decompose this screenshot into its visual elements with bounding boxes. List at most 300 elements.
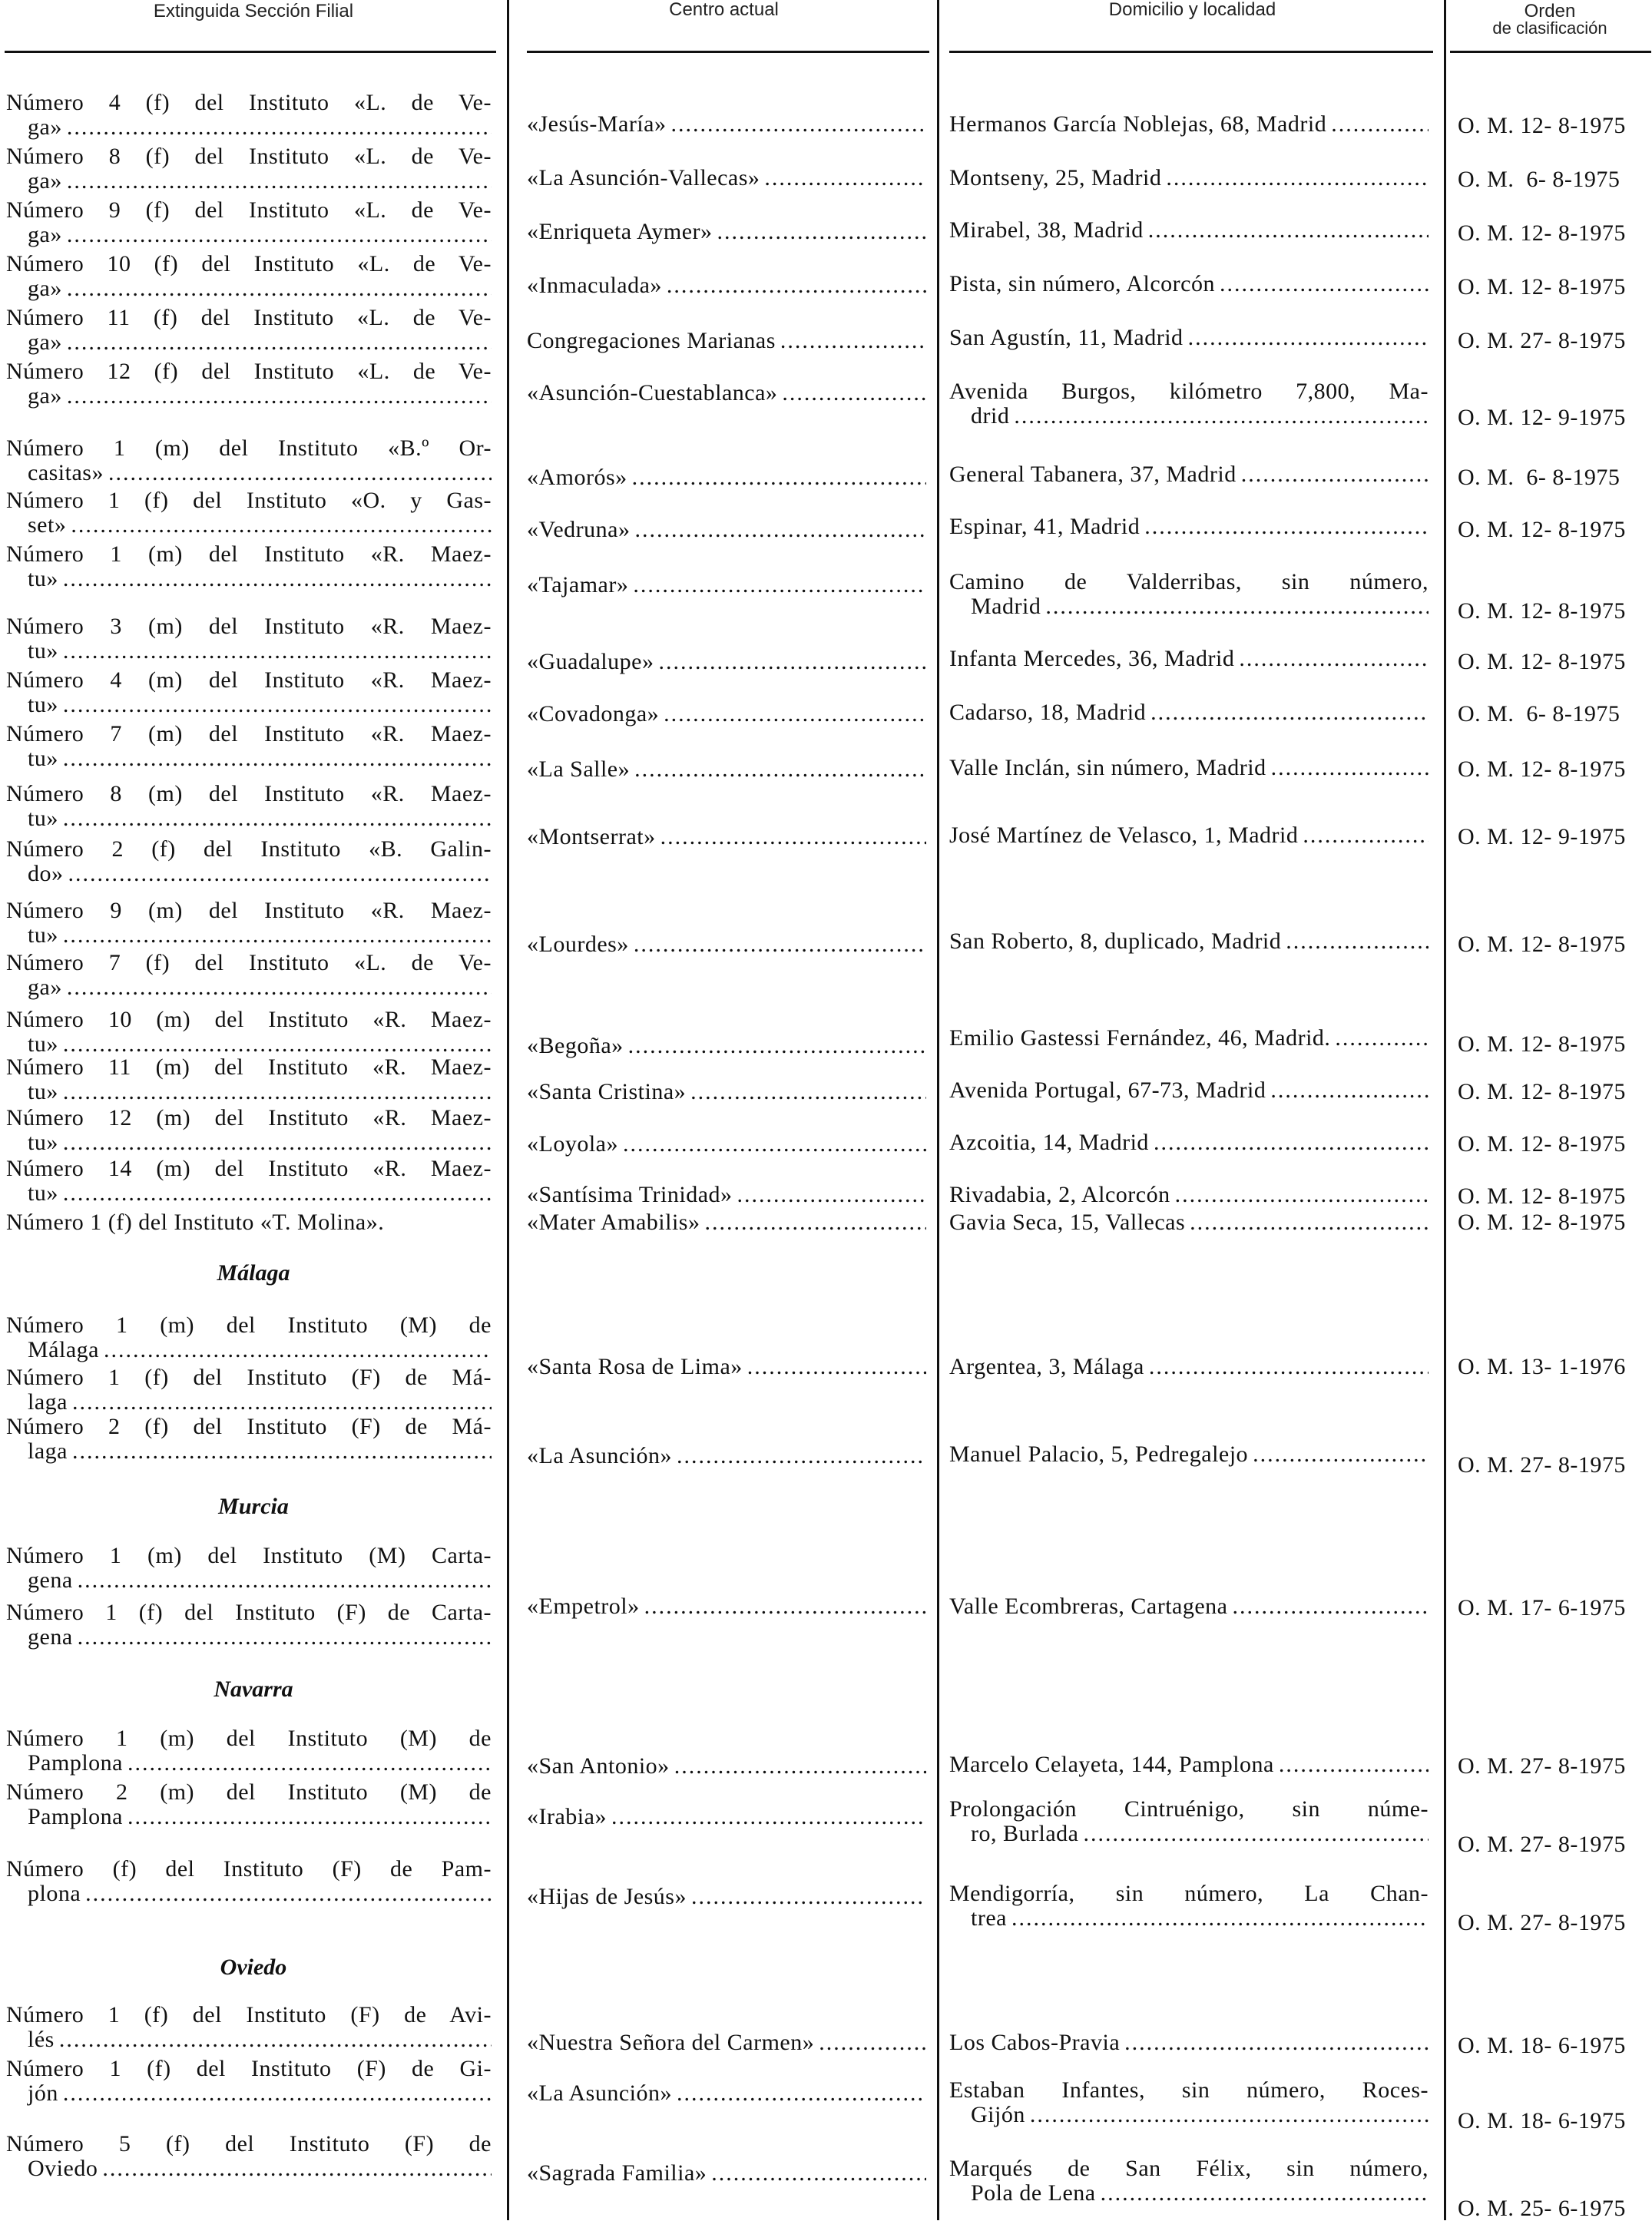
text-line <box>6 923 492 948</box>
text-line <box>949 404 1429 429</box>
text-line <box>949 2031 1429 2055</box>
domicilio-cell <box>949 570 1429 619</box>
text-line <box>949 1822 1429 1846</box>
orden-clasificacion-cell <box>1458 1132 1650 1157</box>
leader-dots <box>63 806 492 831</box>
line-text: ga» <box>28 975 62 1000</box>
text-line <box>6 1130 492 1155</box>
line-text: Hermanos García Noblejas, 68, Madrid <box>949 112 1327 137</box>
seccion-filial-cell <box>6 1600 492 1650</box>
text-line <box>6 91 492 115</box>
line-text: Número 8 (f) del Instituto «L. de Ve- <box>6 144 492 169</box>
line-text: Mirabel, 38, Madrid <box>949 218 1144 243</box>
seccion-filial-cell <box>6 1313 492 1362</box>
province-heading-oviedo: Oviedo <box>220 1955 287 1980</box>
leader-dots <box>737 1183 926 1207</box>
text-line <box>6 198 492 223</box>
text-line <box>6 461 492 485</box>
leader-dots <box>1150 700 1429 725</box>
text-line <box>949 272 1429 296</box>
leader-dots <box>634 518 926 542</box>
text-line <box>949 570 1429 594</box>
orden-clasificacion-cell <box>1458 1080 1650 1104</box>
line-text: Manuel Palacio, 5, Pedregalejo <box>949 1442 1249 1467</box>
line-text: «La Asunción» <box>527 2081 672 2106</box>
orden-clasificacion-cell <box>1458 1184 1650 1209</box>
text-line <box>6 2081 492 2106</box>
seccion-filial-cell <box>6 2057 492 2106</box>
text-line <box>6 1415 492 1439</box>
leader-dots <box>633 573 926 597</box>
line-text: Montseny, 25, Madrid <box>949 166 1162 190</box>
orden-clasificacion-cell <box>1458 167 1650 192</box>
line-text: Número 1 (m) del Instituto (M) Carta- <box>6 1544 492 1568</box>
line-text: tu» <box>28 746 58 771</box>
column-divider-2 <box>937 0 939 2220</box>
line-text: José Martínez de Velasco, 1, Madrid <box>949 823 1299 848</box>
line-text: Avenida Portugal, 67-73, Madrid <box>949 1078 1266 1103</box>
line-text: trea <box>971 1906 1007 1931</box>
domicilio-cell <box>949 1183 1429 1207</box>
leader-dots <box>634 932 926 957</box>
text-line <box>527 1754 926 1779</box>
orden-text: O. M. 12- 8-1975 <box>1458 274 1626 300</box>
seccion-filial-cell <box>6 91 492 140</box>
domicilio-cell <box>949 647 1429 671</box>
leader-dots <box>819 2031 926 2055</box>
text-line <box>527 2081 926 2106</box>
leader-dots <box>78 1568 492 1593</box>
orden-clasificacion-cell <box>1458 757 1650 782</box>
orden-clasificacion-cell <box>1458 2034 1650 2058</box>
orden-text: O. M. 18- 6-1975 <box>1458 2108 1626 2133</box>
seccion-filial-cell <box>6 782 492 831</box>
line-text: Avenida Burgos, kilómetro 7,800, Ma- <box>949 379 1429 404</box>
line-text: «Jesús-María» <box>527 112 667 137</box>
centro-actual-cell <box>527 273 926 298</box>
domicilio-cell <box>949 1210 1429 1235</box>
text-line <box>6 1600 492 1625</box>
orden-clasificacion-cell <box>1458 114 1650 138</box>
header-domicilio: Domicilio y localidad <box>1108 0 1276 20</box>
leader-dots <box>1241 462 1429 487</box>
centro-actual-cell <box>527 1080 926 1104</box>
leader-dots <box>1045 594 1429 619</box>
orden-text: O. M. 12- 9-1975 <box>1458 824 1626 849</box>
text-line <box>949 166 1429 190</box>
orden-clasificacion-cell <box>1458 1754 1650 1779</box>
leader-dots <box>780 329 926 353</box>
line-text: tu» <box>28 639 58 664</box>
leader-dots <box>127 1751 492 1776</box>
leader-dots <box>634 757 926 782</box>
leader-dots <box>674 1754 926 1779</box>
seccion-filial-cell <box>6 252 492 301</box>
text-line <box>527 1080 926 1104</box>
line-text: ga» <box>28 276 62 301</box>
orden-clasificacion-cell <box>1458 702 1650 727</box>
text-line <box>6 1338 492 1362</box>
line-text: Número 9 (f) del Instituto «L. de Ve- <box>6 198 492 223</box>
line-text: «Mater Amabilis» <box>527 1210 700 1235</box>
leader-dots <box>677 1444 926 1468</box>
text-line <box>949 515 1429 539</box>
text-line <box>6 513 492 538</box>
text-line <box>949 326 1429 350</box>
orden-text: O. M. 27- 8-1975 <box>1458 1452 1626 1478</box>
centro-actual-cell <box>527 932 926 957</box>
line-text: «Montserrat» <box>527 825 656 849</box>
text-line <box>6 782 492 806</box>
text-line <box>6 1390 492 1415</box>
line-text: tu» <box>28 567 58 591</box>
line-text: Pamplona <box>28 1805 123 1829</box>
text-line <box>6 2057 492 2081</box>
text-line <box>527 381 926 405</box>
text-line <box>527 1034 926 1058</box>
domicilio-cell <box>949 2078 1429 2127</box>
leader-dots <box>63 693 492 717</box>
text-line <box>6 899 492 923</box>
line-text: ro, Burlada <box>971 1822 1079 1846</box>
text-line <box>949 2078 1429 2103</box>
orden-text: O. M. 18- 6-1975 <box>1458 2033 1626 2058</box>
line-text: Estaban Infantes, sin número, Roces- <box>949 2078 1429 2103</box>
line-text: «Sagrada Familia» <box>527 2161 707 2186</box>
line-text: «Loyola» <box>527 1132 618 1157</box>
line-text: Número 1 (f) del Instituto «T. Molina». <box>6 1210 385 1235</box>
line-text: Número 11 (f) del Instituto «L. de Ve- <box>6 306 492 330</box>
leader-dots <box>1303 823 1429 848</box>
orden-clasificacion-cell <box>1458 221 1650 246</box>
seccion-filial-cell <box>6 306 492 355</box>
line-text: Espinar, 41, Madrid <box>949 515 1141 539</box>
leader-dots <box>664 702 926 727</box>
line-text: «Vedruna» <box>527 518 631 542</box>
line-text: Emilio Gastessi Fernández, 46, Madrid. <box>949 1026 1331 1051</box>
centro-actual-cell <box>527 825 926 849</box>
seccion-filial-cell <box>6 2132 492 2181</box>
leader-dots <box>85 1882 492 1906</box>
orden-clasificacion-cell <box>1458 1032 1650 1057</box>
text-line <box>527 932 926 957</box>
text-line <box>6 668 492 693</box>
text-line <box>949 1210 1429 1235</box>
text-line <box>949 929 1429 954</box>
line-text: tu» <box>28 1181 58 1206</box>
text-line <box>527 1885 926 1909</box>
line-text: Infanta Mercedes, 36, Madrid <box>949 647 1235 671</box>
domicilio-cell <box>949 1130 1429 1155</box>
leader-dots <box>1270 1078 1429 1103</box>
line-text: Los Cabos-Pravia <box>949 2031 1121 2055</box>
centro-actual-cell <box>527 518 926 542</box>
line-text: Número 2 (m) del Instituto (M) de <box>6 1780 492 1805</box>
domicilio-cell <box>949 2156 1429 2206</box>
line-text: jón <box>28 2081 58 2106</box>
domicilio-cell <box>949 326 1429 350</box>
text-line <box>949 647 1429 671</box>
text-line <box>6 806 492 831</box>
leader-dots <box>717 220 926 244</box>
line-text: Pamplona <box>28 1751 123 1776</box>
orden-clasificacion-cell <box>1458 1832 1650 1857</box>
line-text: tu» <box>28 1080 58 1104</box>
centro-actual-cell <box>527 1034 926 1058</box>
seccion-filial-cell <box>6 899 492 948</box>
orden-text: O. M. 12- 8-1975 <box>1458 1031 1626 1057</box>
text-line <box>527 465 926 490</box>
line-text: Número 14 (m) del Instituto «R. Maez- <box>6 1157 492 1181</box>
orden-text: O. M. 17- 6-1975 <box>1458 1595 1626 1620</box>
orden-clasificacion-cell <box>1458 518 1650 542</box>
seccion-filial-cell <box>6 1106 492 1155</box>
text-line <box>527 1132 926 1157</box>
line-text: Número 1 (m) del Instituto (M) de <box>6 1313 492 1338</box>
text-line <box>527 757 926 782</box>
text-line <box>6 746 492 771</box>
leader-dots <box>1190 1210 1429 1235</box>
seccion-filial-cell <box>6 359 492 409</box>
line-text: tu» <box>28 1032 58 1057</box>
line-text: Marcelo Celayeta, 144, Pamplona <box>949 1753 1274 1777</box>
orden-clasificacion-cell <box>1458 1911 1650 1935</box>
line-text: Camino de Valderribas, sin número, <box>949 570 1429 594</box>
leader-dots <box>63 923 492 948</box>
leader-dots <box>1014 404 1429 429</box>
leader-dots <box>1233 1594 1429 1619</box>
text-line <box>6 1780 492 1805</box>
domicilio-cell <box>949 929 1429 954</box>
centro-actual-cell <box>527 2031 926 2055</box>
line-text: Número 2 (f) del Instituto (F) de Má- <box>6 1415 492 1439</box>
line-text: Número 7 (m) del Instituto «R. Maez- <box>6 722 492 746</box>
leader-dots <box>1331 112 1429 137</box>
centro-actual-cell <box>527 1754 926 1779</box>
orden-text: O. M. 27- 8-1975 <box>1458 1832 1626 1857</box>
line-text: Número 1 (m) del Instituto «B.º Or- <box>6 436 492 461</box>
text-line <box>6 359 492 384</box>
text-line <box>949 1594 1429 1619</box>
orden-clasificacion-cell <box>1458 599 1650 624</box>
text-line <box>6 862 492 886</box>
line-text: tu» <box>28 806 58 831</box>
line-text: «Amorós» <box>527 465 627 490</box>
text-line <box>949 594 1429 619</box>
leader-dots <box>1148 218 1429 243</box>
domicilio-cell <box>949 700 1429 725</box>
leader-dots <box>1239 647 1429 671</box>
text-line <box>6 223 492 247</box>
domicilio-cell <box>949 1753 1429 1777</box>
seccion-filial-cell <box>6 542 492 591</box>
orden-clasificacion-cell <box>1458 2196 1650 2221</box>
text-line <box>6 1106 492 1130</box>
text-line <box>527 518 926 542</box>
line-text: Gavia Seca, 15, Vallecas <box>949 1210 1186 1235</box>
centro-actual-cell <box>527 465 926 490</box>
leader-dots <box>104 1338 492 1362</box>
orden-clasificacion-cell <box>1458 1596 1650 1620</box>
orden-text: O. M. 12- 8-1975 <box>1458 517 1626 542</box>
domicilio-cell <box>949 515 1429 539</box>
text-line <box>527 273 926 298</box>
leader-dots <box>1335 1026 1429 1051</box>
line-text: ga» <box>28 330 62 355</box>
orden-clasificacion-cell <box>1458 1355 1650 1379</box>
centro-actual-cell <box>527 702 926 727</box>
leader-dots <box>644 1594 926 1619</box>
leader-dots <box>63 746 492 771</box>
orden-text: O. M. 12- 8-1975 <box>1458 598 1626 624</box>
line-text: laga <box>28 1390 68 1415</box>
orden-clasificacion-cell <box>1458 275 1650 300</box>
column-divider-3 <box>1444 0 1446 2220</box>
orden-text: O. M. 12- 8-1975 <box>1458 649 1626 674</box>
leader-dots <box>1101 2181 1429 2206</box>
leader-dots <box>628 1034 926 1058</box>
text-line <box>6 252 492 276</box>
domicilio-cell <box>949 462 1429 487</box>
line-text: «Asunción-Cuestablanca» <box>527 381 778 405</box>
line-text: «Nuestra Señora del Carmen» <box>527 2031 815 2055</box>
line-text: Número 5 (f) del Instituto (F) de <box>6 2132 492 2156</box>
text-line <box>949 1753 1429 1777</box>
text-line <box>949 2181 1429 2206</box>
domicilio-cell <box>949 1797 1429 1846</box>
orden-text: O. M. 6- 8-1975 <box>1458 701 1621 727</box>
seccion-filial-cell <box>6 1365 492 1415</box>
line-text: do» <box>28 862 64 886</box>
text-line <box>6 1439 492 1464</box>
line-text: Número 2 (f) del Instituto «B. Galin- <box>6 837 492 862</box>
line-text: gena <box>28 1568 73 1593</box>
text-line <box>6 639 492 664</box>
leader-dots <box>704 1210 926 1235</box>
leader-dots <box>747 1355 926 1379</box>
line-text: General Tabanera, 37, Madrid <box>949 462 1237 487</box>
text-line <box>6 1882 492 1906</box>
leader-dots <box>658 650 926 674</box>
orden-text: O. M. 12- 9-1975 <box>1458 405 1626 430</box>
domicilio-cell <box>949 823 1429 848</box>
line-text: «La Salle» <box>527 757 631 782</box>
line-text: «La Asunción-Vallecas» <box>527 166 760 190</box>
text-line <box>6 1625 492 1650</box>
text-line <box>6 542 492 567</box>
leader-dots <box>1154 1130 1429 1155</box>
seccion-filial-cell <box>6 951 492 1000</box>
line-text: Gijón <box>971 2103 1025 2127</box>
seccion-filial-cell <box>6 837 492 886</box>
line-text: San Agustín, 11, Madrid <box>949 326 1184 350</box>
leader-dots <box>72 1390 492 1415</box>
text-line <box>6 1181 492 1206</box>
centro-actual-cell <box>527 757 926 782</box>
centro-actual-cell <box>527 329 926 353</box>
line-text: set» <box>28 513 67 538</box>
leader-dots <box>1083 1822 1429 1846</box>
leader-dots <box>690 1080 926 1104</box>
text-line <box>6 614 492 639</box>
line-text: Número 4 (f) del Instituto «L. de Ve- <box>6 91 492 115</box>
line-text: ga» <box>28 169 62 194</box>
header-seccion: Extinguida Sección Filial <box>153 1 354 22</box>
seccion-filial-cell <box>6 1415 492 1464</box>
line-text: «Tajamar» <box>527 573 629 597</box>
leader-dots <box>63 639 492 664</box>
text-line <box>6 693 492 717</box>
seccion-filial-cell <box>6 1726 492 1776</box>
text-line <box>527 1355 926 1379</box>
domicilio-cell <box>949 218 1429 243</box>
leader-dots <box>782 381 926 405</box>
text-line <box>6 1805 492 1829</box>
text-line <box>6 951 492 975</box>
text-line <box>6 2156 492 2181</box>
text-line <box>527 573 926 597</box>
line-text: lés <box>28 2027 55 2052</box>
leader-dots <box>67 975 492 1000</box>
leader-dots <box>72 1439 492 1464</box>
leader-dots <box>1124 2031 1429 2055</box>
province-heading-navarra: Navarra <box>214 1677 293 1702</box>
line-text: Prolongación Cintruénigo, sin núme- <box>949 1797 1429 1822</box>
centro-actual-cell <box>527 1885 926 1909</box>
header-rule-4 <box>1450 51 1651 53</box>
leader-dots <box>632 465 926 490</box>
leader-dots <box>102 2156 492 2181</box>
line-text: plona <box>28 1882 81 1906</box>
leader-dots <box>67 384 492 409</box>
line-text: ga» <box>28 223 62 247</box>
leader-dots <box>1149 1355 1429 1379</box>
line-text: Málaga <box>28 1338 99 1362</box>
leader-dots <box>63 1080 492 1104</box>
text-line <box>6 1055 492 1080</box>
leader-dots <box>67 115 492 140</box>
text-line <box>527 112 926 137</box>
centro-actual-cell <box>527 573 926 597</box>
leader-dots <box>67 330 492 355</box>
centro-actual-cell <box>527 166 926 190</box>
text-line <box>527 1444 926 1468</box>
line-text: Congregaciones Marianas <box>527 329 776 353</box>
header-rule-1 <box>5 51 496 53</box>
line-text: Número 11 (m) del Instituto «R. Maez- <box>6 1055 492 1080</box>
text-line <box>527 1594 926 1619</box>
orden-clasificacion-cell <box>1458 825 1650 849</box>
seccion-filial-cell <box>6 1857 492 1906</box>
centro-actual-cell <box>527 650 926 674</box>
leader-dots <box>623 1132 926 1157</box>
line-text: Número 4 (m) del Instituto «R. Maez- <box>6 668 492 693</box>
line-text: «Enriqueta Aymer» <box>527 220 713 244</box>
line-text: Pista, sin número, Alcorcón <box>949 272 1215 296</box>
centro-actual-cell <box>527 1355 926 1379</box>
text-line <box>949 1355 1429 1379</box>
line-text: Número 10 (m) del Instituto «R. Maez- <box>6 1008 492 1032</box>
text-line <box>6 436 492 461</box>
line-text: «Inmaculada» <box>527 273 662 298</box>
orden-text: O. M. 27- 8-1975 <box>1458 1910 1626 1935</box>
leader-dots <box>68 862 492 886</box>
seccion-filial-cell <box>6 436 492 485</box>
line-text: Cadarso, 18, Madrid <box>949 700 1147 725</box>
leader-dots <box>667 273 926 298</box>
text-line <box>6 144 492 169</box>
text-line <box>6 115 492 140</box>
